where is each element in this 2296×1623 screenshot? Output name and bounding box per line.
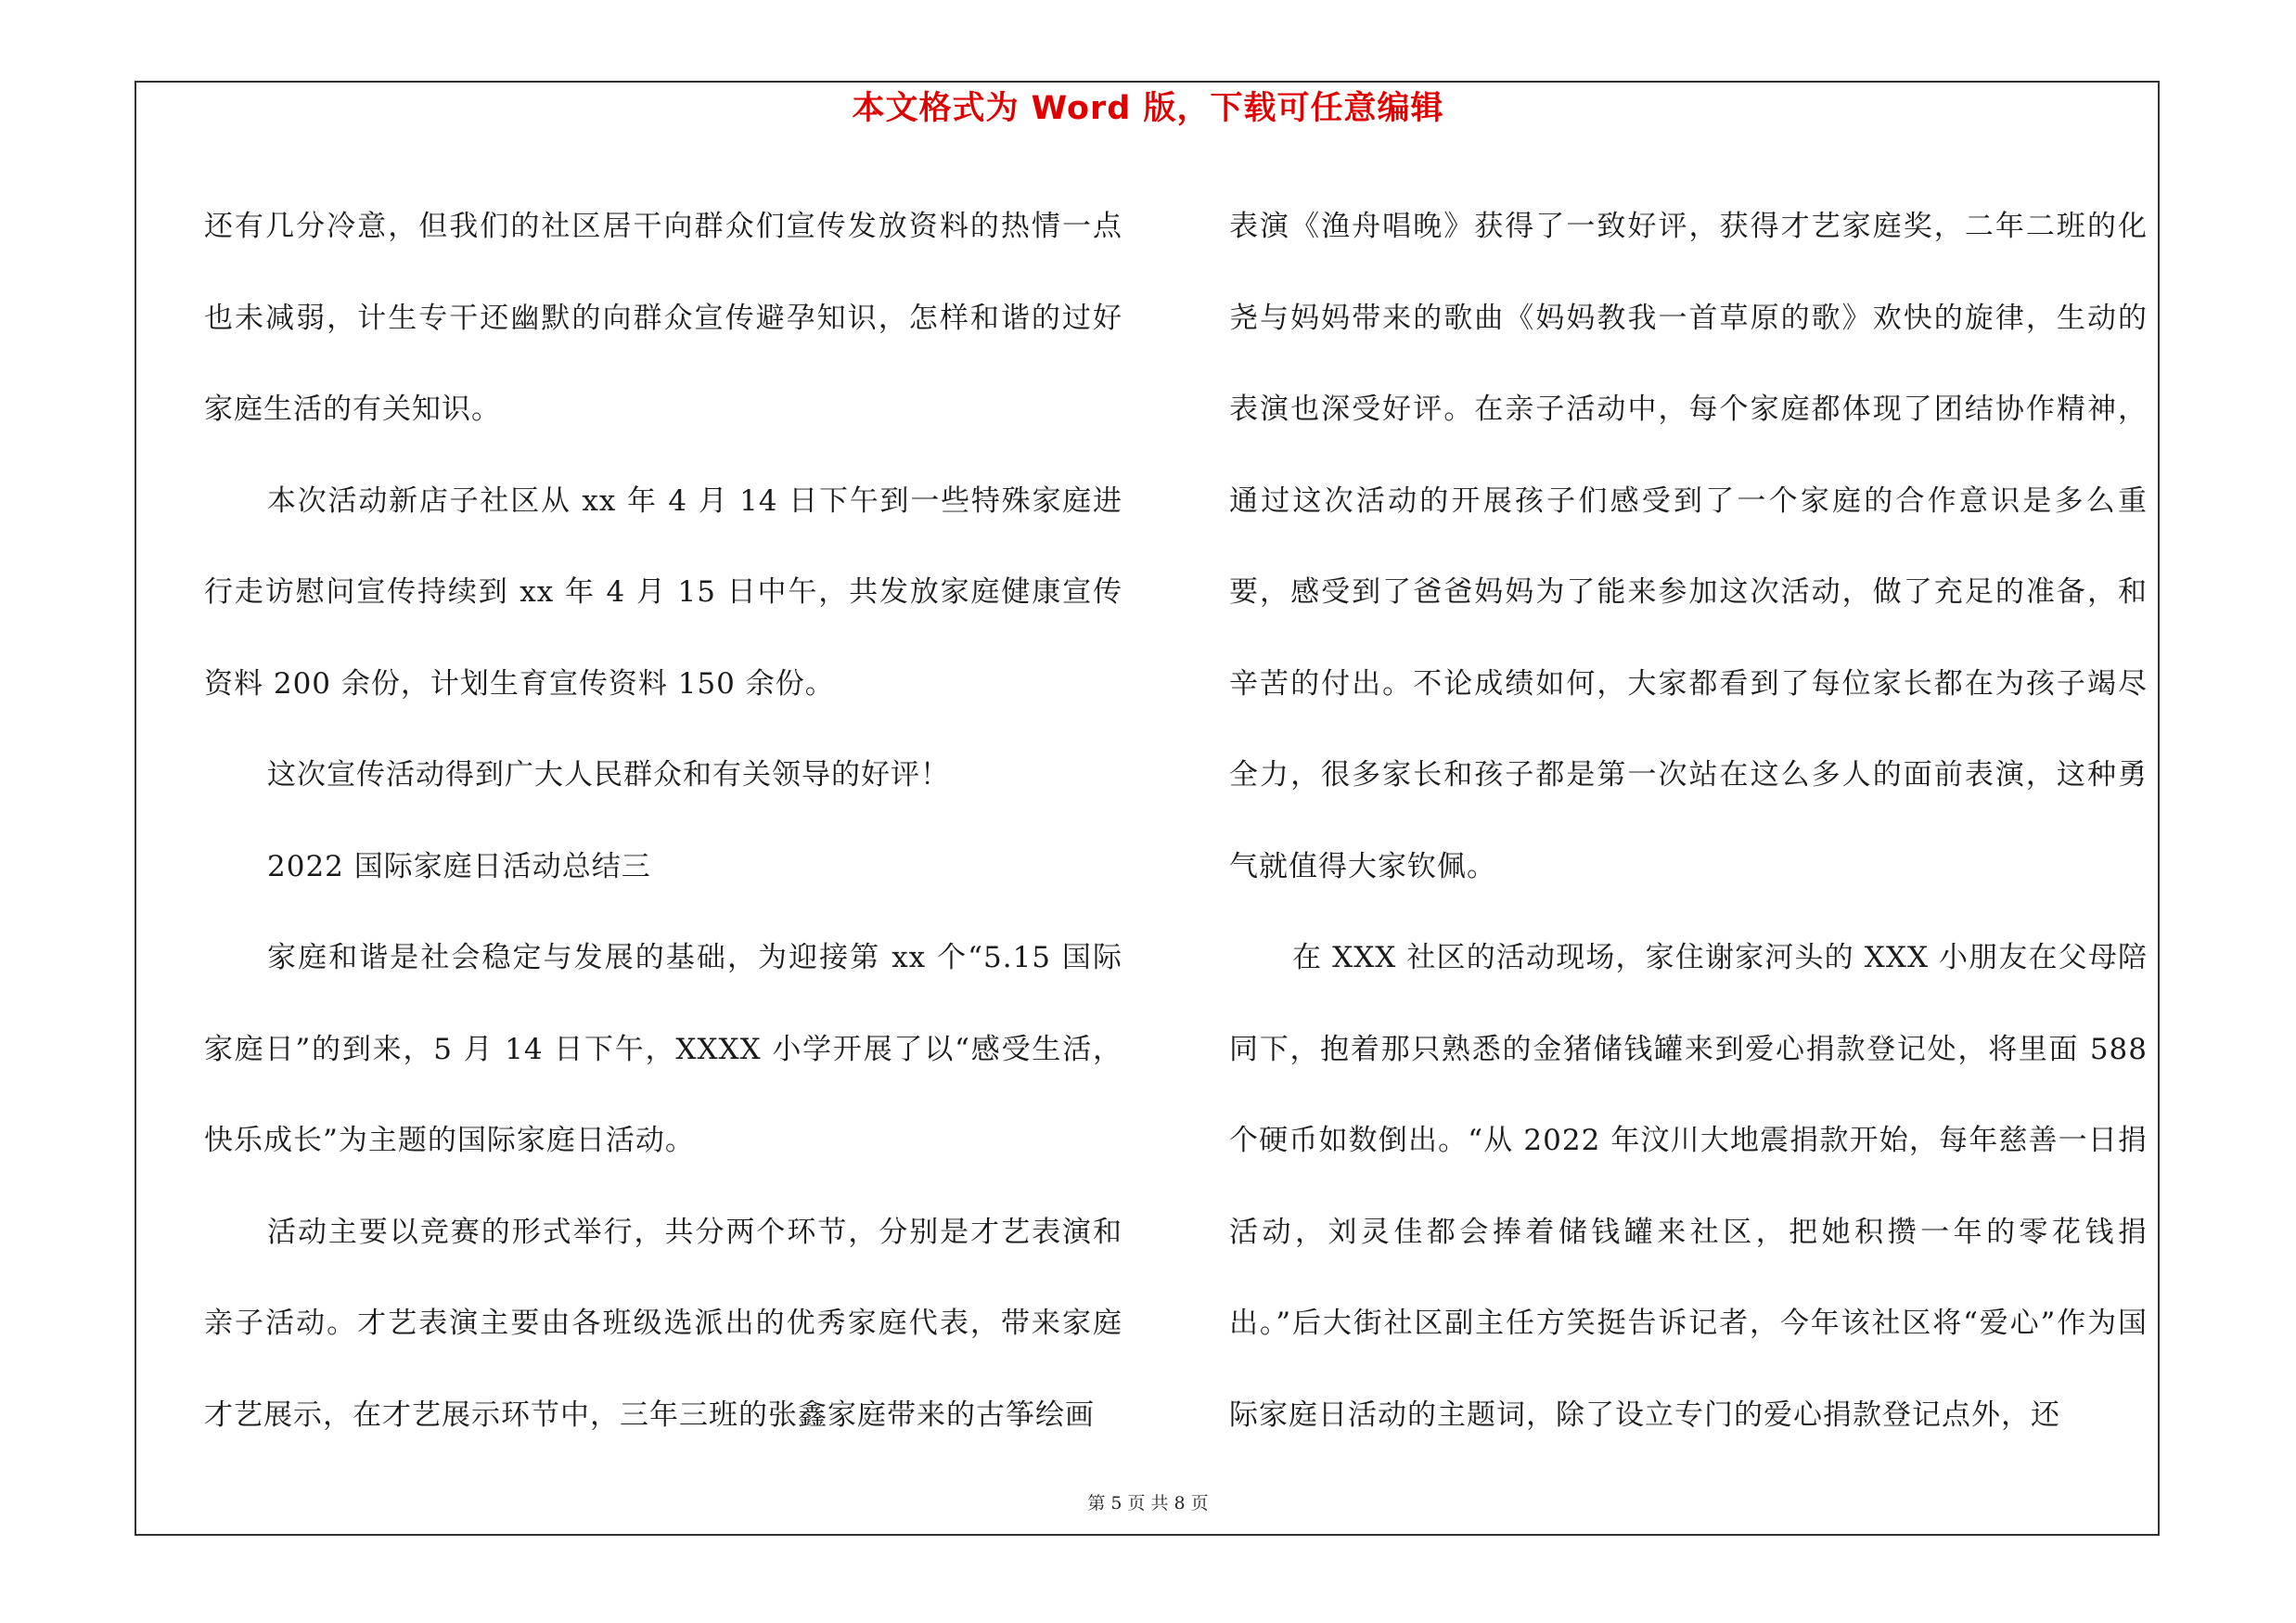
- paragraph: 家庭和谐是社会稳定与发展的基础，为迎接第 xx 个“5.15 国际家庭日”的到来，5 月 14 日下午，XXXX 小学开展了以“感受生活，快乐成长”为主题的国际家庭日活动。: [204, 941, 1122, 1157]
- page-number-footer: 第 5 页 共 8 页: [1087, 1493, 1209, 1514]
- paragraph: 本次活动新店子社区从 xx 年 4 月 14 日下午到一些特殊家庭进行走访慰问宣传持续到 xx 年 4 月 15 日中午，共发放家庭健康宣传资料 200 余份，计划生育宣传资料 150 余份。: [204, 483, 1122, 701]
- paragraph: 在 XXX 社区的活动现场，家住谢家河头的 XXX 小朋友在父母陪同下，抱着那只熟悉的金猪储钱罐来到爱心捐款登记处，将里面 588 个硬币如数倒出。“从 2022 年汶川大地震捐款开始，每年慈善一日捐活动，刘灵佳都会捧着储钱罐来社区，把她积攒一年的零花钱捐出。”后大街社区副主任方笑挺告诉记者，今年该社区将“爱心”作为国际家庭日活动的主题词，除了设立专门的爱心捐款登记点外，还: [1229, 941, 2148, 1432]
- right-column: [1229, 181, 2148, 1461]
- paragraph: 还有几分冷意，但我们的社区居干向群众们宣传发放资料的热情一点也未减弱，计生专干还幽默的向群众宣传避孕知识，怎样和谐的过好家庭生活的有关知识。: [204, 210, 1122, 426]
- left-column: [204, 181, 1122, 1461]
- section-heading: 2022 国际家庭日活动总结三: [267, 849, 651, 883]
- paragraph: 表演《渔舟唱晚》获得了一致好评，获得才艺家庭奖，二年二班的化尧与妈妈带来的歌曲《妈妈教我一首草原的歌》欢快的旋律，生动的表演也深受好评。在亲子活动中，每个家庭都体现了团结协作精神，通过这次活动的开展孩子们感受到了一个家庭的合作意识是多么重要，感受到了爸爸妈妈为了能来参加这次活动，做了充足的准备，和辛苦的付出。不论成绩如何，大家都看到了每位家长都在为孩子竭尽全力，很多家长和孩子都是第一次站在这么多人的面前表演，这种勇气就值得大家钦佩。: [1229, 210, 2148, 883]
- format-notice-banner: 本文格式为 Word 版，下载可任意编辑: [852, 90, 1444, 127]
- paragraph: 这次宣传活动得到广大人民群众和有关领导的好评！: [267, 758, 950, 792]
- paragraph: 活动主要以竞赛的形式举行，共分两个环节，分别是才艺表演和亲子活动。才艺表演主要由各班级选派出的优秀家庭代表，带来家庭才艺展示，在才艺展示环节中，三年三班的张鑫家庭带来的古筝绘画: [204, 1215, 1122, 1432]
